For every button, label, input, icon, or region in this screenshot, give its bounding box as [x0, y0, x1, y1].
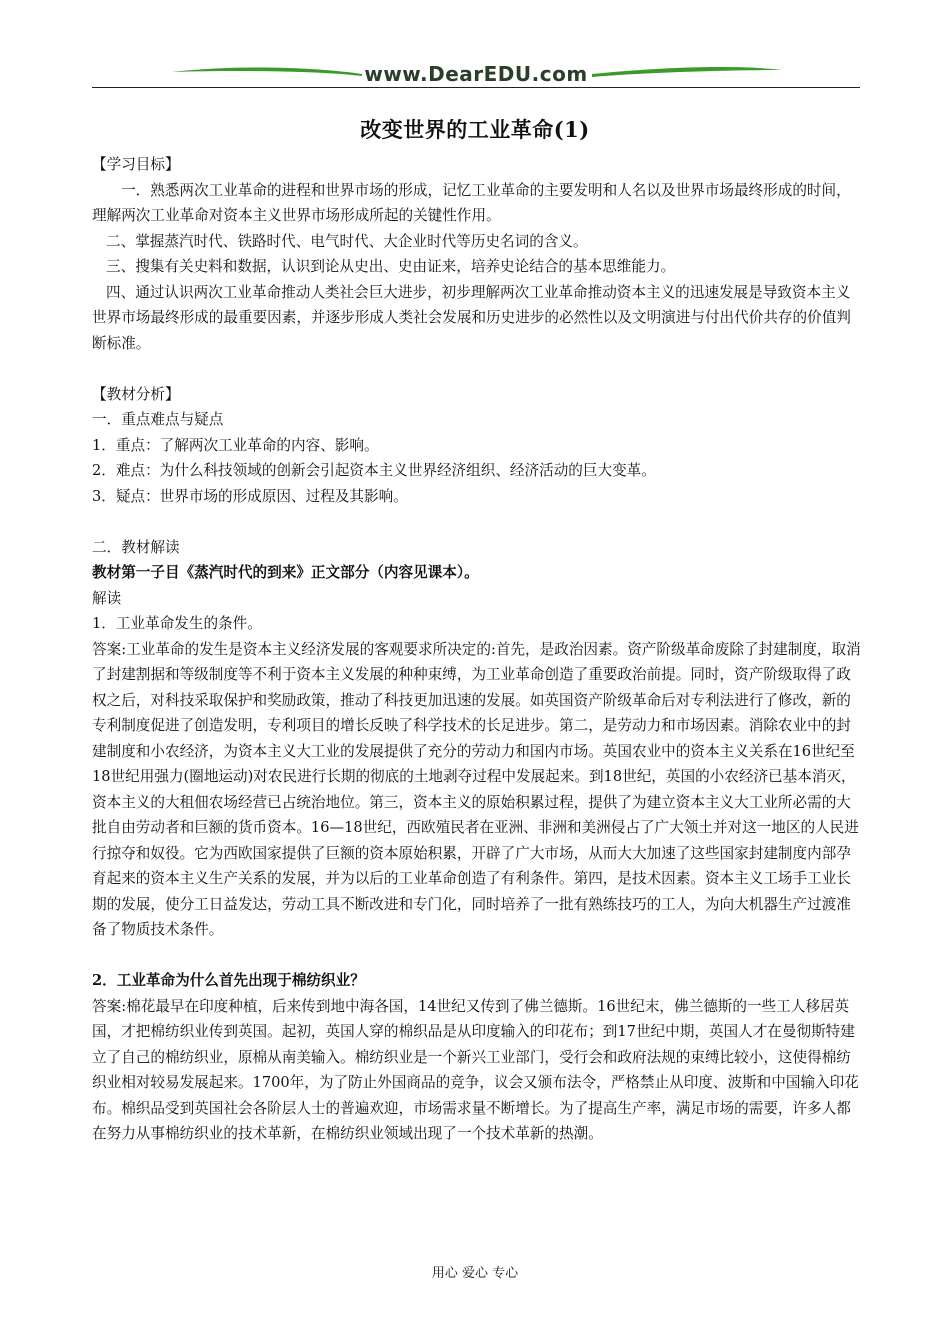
question-2: 2．工业革命为什么首先出现于棉纺织业？: [92, 972, 365, 989]
answer-1: 答案:工业革命的发生是资本主义经济发展的客观要求所决定的:首先，是政治因素。资产阶级革命废除了封建制度，取消了封建割据和等级制度等不利于资本主义发展的种种束缚，为工业革命创造了重要政治前提。同时，资产阶级取得了政权之后，对科技采取保护和奖励政策，推动了科技更加迅速的发展。如英国资产阶级革命后对专利法进行了修改，新的专利制度促进了创造发明，专利项目的增长反映了科学技术的长足进步。第二，是劳动力和市场因素。消除农业中的封建制度和小农经济，为资本主义大工业的发展提供了充分的劳动力和国内市场。英国农业中的资本主义关系在16世纪至18世纪用强力(圈地运动)对农民进行长期的彻底的土地剥夺过程中发展起来。到18世纪，英国的小农经济已基本消灭，资本主义的大租佃农场经营已占统治地位。第三，资本主义的原始积累过程，提供了为建立资本主义大工业所必需的大批自由劳动者和巨额的货币资本。16—18世纪，西欧殖民者在亚洲、非洲和美洲侵占了广大领土并对这一地区的人民进行掠夺和奴役。它为西欧国家提供了巨额的资本原始积累，开辟了广大市场，从而大大加速了这些国家封建制度内部孕育起来的资本主义生产关系的发展，并为以后的工业革命创造了有利条件。第四，是技术因素。资本主义工场手工业长期的发展，使分工日益发达，劳动工具不断改进和专门化，同时培养了一批有熟练技巧的工人，为向大机器生产过渡准备了物质技术条件。: [92, 640, 861, 938]
interpretation-label: 解读: [92, 589, 122, 607]
site-header-banner: [92, 58, 860, 90]
goal-item-3: 三、搜集有关史料和数据，认识到论从史出、史由证来，培养史论结合的基本思维能力。: [106, 258, 676, 275]
page-footer: 用心 爱心 专心: [431, 1266, 519, 1281]
goal-item-2: 二、掌握蒸汽时代、铁路时代、电气时代、大企业时代等历史名词的含义。: [106, 232, 588, 250]
subheading-textbook: 二．教材解读: [92, 538, 180, 556]
subheading-key-points: 一．重点难点与疑点: [92, 411, 224, 428]
textbook-subsection-heading: 教材第一子目《蒸汽时代的到来》正文部分（内容见课本）。: [92, 564, 479, 581]
analysis-item-3: 3．疑点：世界市场的形成原因、过程及其影响。: [92, 487, 408, 505]
page-title: 改变世界的工业革命(1): [360, 117, 590, 142]
goal-item-4: 四、通过认识两次工业革命推动人类社会巨大进步，初步理解两次工业革命推动资本主义的迅速发展是导致资本主义世界市场最终形成的最重要因素，并逐步形成人类社会发展和历史进步的必然性以及文明演进与付出代价共存的价值判断标准。: [92, 283, 851, 352]
answer-2: 答案:棉花最早在印度种植，后来传到地中海各国，14世纪又传到了佛兰德斯。16世纪末，佛兰德斯的一些工人移居英国，才把棉纺织业传到英国。起初，英国人穿的棉织品是从印度输入的印花布；到17世纪中期，英国人才在曼彻斯特建立了自己的棉纺织业，原棉从南美输入。棉纺织业是一个新兴工业部门，受行会和政府法规的束缚比较小，这使得棉纺织业相对较易发展起来。1700年，为了防止外国商品的竞争，议会又颁布法令，严格禁止从印度、波斯和中国输入印花布。棉织品受到英国社会各阶层人士的普遍欢迎，市场需求量不断增长。为了提高生产率，满足市场的需要，许多人都在努力从事棉纺织业的技术革新，在棉纺织业领域出现了一个技术革新的热潮。: [92, 997, 859, 1142]
analysis-item-2: 2．难点：为什么科技领域的创新会引起资本主义世界经济组织、经济活动的巨大变革。: [92, 462, 656, 479]
section-heading-goals: 【学习目标】: [92, 156, 180, 173]
site-logo-text[interactable]: www.DearEDU.com: [364, 62, 588, 86]
header-divider: [92, 87, 860, 88]
section-heading-analysis: 【教材分析】: [92, 385, 180, 403]
question-1: 1．工业革命发生的条件。: [92, 615, 262, 632]
analysis-item-1: 1．重点：了解两次工业革命的内容、影响。: [92, 436, 379, 454]
goal-item-1: 一．熟悉两次工业革命的进程和世界市场的形成，记忆工业革命的主要发明和人名以及世界市场最终形成的时间，理解两次工业革命对资本主义世界市场形成所起的关键性作用。: [92, 181, 851, 224]
document-body: [92, 152, 862, 1147]
